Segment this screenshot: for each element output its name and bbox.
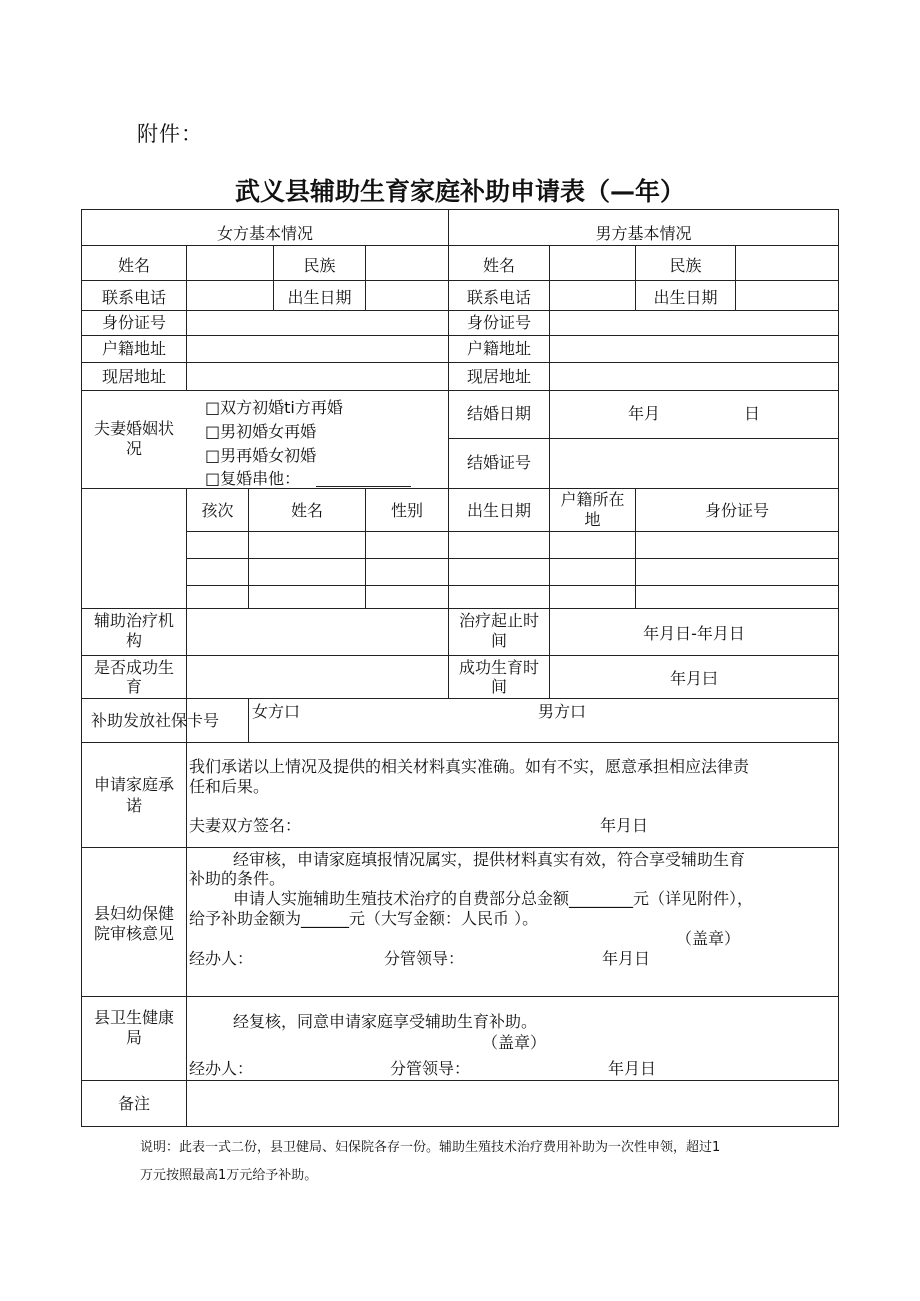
female-birth-label: 出生日期 xyxy=(287,288,352,307)
child-id-header: 身份证号 xyxy=(704,501,769,520)
marriage-status-label: 夫妻婚姻状 xyxy=(93,419,174,438)
health-bureau-leader-label: 分管领导： xyxy=(390,1059,471,1078)
hospital-leader-label: 分管领导： xyxy=(384,949,465,968)
hospital-handler-label: 经办人： xyxy=(189,949,254,968)
health-bureau-handler-label: 经办人： xyxy=(189,1059,254,1078)
male-phone-label: 联系电话 xyxy=(466,288,531,307)
marriage-date-ym: 年月 xyxy=(628,404,661,423)
marriage-option-3[interactable]: □男再婚女初婚 xyxy=(205,446,317,465)
child-household-header-cont: 地 xyxy=(584,510,601,529)
female-id-label: 身份证号 xyxy=(101,313,166,332)
female-name-label: 姓名 xyxy=(117,256,150,275)
commitment-label-cont: 诺 xyxy=(125,796,142,815)
health-bureau-line-1: 经复核，同意申请家庭享受辅助生育补助。 xyxy=(233,1012,538,1031)
male-household-label: 户籍地址 xyxy=(466,339,531,358)
male-residence-label: 现居地址 xyxy=(466,367,531,386)
marriage-option-1[interactable]: □双方初婚ti方再婚 xyxy=(205,398,343,417)
remarks-label: 备注 xyxy=(117,1094,150,1113)
commitment-text-2: 任和后果。 xyxy=(189,777,270,796)
social-card-male[interactable]: 男方口 xyxy=(538,702,587,721)
commitment-label: 申请家庭承 xyxy=(93,775,174,794)
marriage-date-label: 结婚日期 xyxy=(466,404,531,423)
female-household-label: 户籍地址 xyxy=(101,339,166,358)
female-phone-label: 联系电话 xyxy=(101,288,166,307)
male-ethnicity-label: 民族 xyxy=(669,256,702,275)
hospital-date: 年月日 xyxy=(602,949,651,968)
marriage-option-2[interactable]: □男初婚女再婚 xyxy=(205,422,317,441)
hospital-review-line-1: 经审核，申请家庭填报情况属实，提供材料真实有效，符合享受辅助生育 xyxy=(233,850,746,869)
commitment-text-1: 我们承诺以上情况及提供的相关材料真实准确。如有不实，愿意承担相应法律责 xyxy=(189,757,750,776)
footnote-line-2: 万元按照最高1万元给予补助。 xyxy=(140,1168,318,1183)
health-bureau-label: 县卫生健康 xyxy=(93,1008,174,1027)
child-name-header: 姓名 xyxy=(290,501,323,520)
hospital-review-label: 县妇幼保健 xyxy=(93,904,174,923)
child-household-header: 户籍所在 xyxy=(560,490,625,509)
male-section-header: 男方基本情况 xyxy=(595,224,692,243)
male-name-label: 姓名 xyxy=(482,256,515,275)
hospital-review-line-4: 给予补助金额为______元（大写金额：人民币 ）。 xyxy=(189,909,539,928)
treatment-institution-label-cont: 构 xyxy=(125,631,142,650)
birth-time-value: 年月曰 xyxy=(669,669,718,688)
child-order-header: 孩次 xyxy=(201,501,234,520)
form-title: 武义县辅助生育家庭补助申请表（—年） xyxy=(234,177,685,206)
marriage-status-label-cont: 况 xyxy=(125,439,142,458)
female-residence-label: 现居地址 xyxy=(101,367,166,386)
marriage-date-d: 日 xyxy=(744,404,761,423)
child-birth-header: 出生日期 xyxy=(466,501,531,520)
birth-time-label: 成功生育时 xyxy=(458,658,539,677)
hospital-seal: （盖章） xyxy=(676,929,741,948)
health-bureau-date: 年月日 xyxy=(608,1059,657,1078)
female-section-header: 女方基本情况 xyxy=(216,224,313,243)
success-label-cont: 育 xyxy=(125,677,142,696)
child-gender-header: 性别 xyxy=(390,501,423,520)
hospital-review-label-cont: 院审核意见 xyxy=(93,924,174,943)
birth-time-label-cont: 间 xyxy=(490,677,507,696)
social-card-label: 补助发放社保卡号 xyxy=(91,711,220,730)
commitment-date: 年月日 xyxy=(600,816,649,835)
attachment-label: 附件： xyxy=(137,122,203,146)
treatment-period-value: 年月日-年月日 xyxy=(643,624,745,643)
marriage-option-4[interactable]: □复婚串他： xyxy=(205,469,301,488)
hospital-review-line-2: 补助的条件。 xyxy=(189,869,286,888)
female-ethnicity-label: 民族 xyxy=(303,256,336,275)
male-id-label: 身份证号 xyxy=(466,313,531,332)
marriage-cert-label: 结婚证号 xyxy=(466,453,531,472)
male-birth-label: 出生日期 xyxy=(653,288,718,307)
treatment-institution-label: 辅助治疗机 xyxy=(93,611,174,630)
health-bureau-seal: （盖章） xyxy=(482,1033,547,1052)
footnote-line-1: 说明：此表一式二份，县卫健局、妇保院各存一份。辅助生殖技术治疗费用补助为一次性申领，超过1 xyxy=(140,1140,721,1155)
hospital-review-line-3: 申请人实施辅助生殖技术治疗的自费部分总金额________元（详见附件）， xyxy=(233,889,754,908)
commitment-sign-label: 夫妻双方签名： xyxy=(189,816,302,835)
success-label: 是否成功生 xyxy=(93,658,174,677)
treatment-period-label: 治疗起止时 xyxy=(458,611,539,630)
treatment-period-label-cont: 间 xyxy=(490,631,507,650)
health-bureau-label-cont: 局 xyxy=(125,1028,142,1047)
social-card-female[interactable]: 女方口 xyxy=(252,702,301,721)
